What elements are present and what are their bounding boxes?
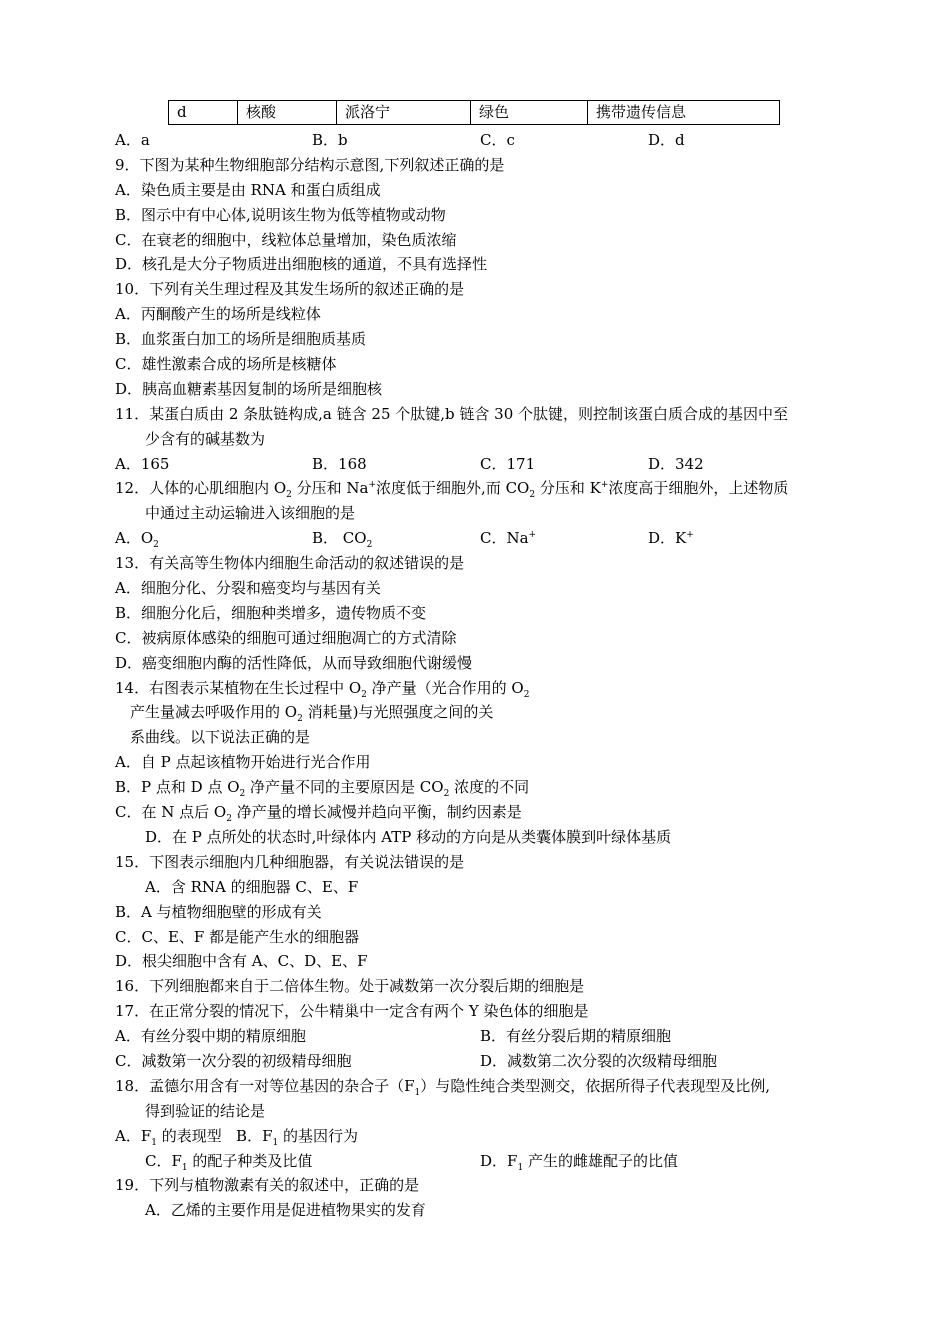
- text-line: A．染色质主要是由 RNA 和蛋白质组成: [115, 180, 381, 199]
- text-line: 9．下图为某种生物细胞部分结构示意图,下列叙述正确的是: [115, 155, 505, 174]
- answer-option: B．有丝分裂后期的精原细胞: [480, 1027, 672, 1046]
- table-cell: d: [169, 101, 238, 125]
- text-line: 系曲线。以下说法正确的是: [130, 728, 311, 747]
- text-line: 11．某蛋白质由 2 条肽链构成,a 链含 25 个肽键,b 链含 30 个肽键，则控制该蛋白质合成的基因中至: [115, 404, 789, 423]
- text-line: C．C、E、F 都是能产生水的细胞器: [115, 927, 360, 946]
- text-line: B．A 与植物细胞壁的形成有关: [115, 902, 322, 921]
- answer-option: A．165: [115, 454, 170, 473]
- answer-option: A．有丝分裂中期的精原细胞: [115, 1027, 306, 1046]
- text-line: D．在 P 点所处的状态时,叶绿体内 ATP 移动的方向是从类囊体膜到叶绿体基质: [145, 827, 672, 846]
- text-line: D．癌变细胞内酶的活性降低，从而导致细胞代谢缓慢: [115, 653, 473, 672]
- text-line: 13．有关高等生物体内细胞生命活动的叙述错误的是: [115, 554, 465, 573]
- text-line: 得到验证的结论是: [145, 1101, 266, 1120]
- text-line: B．P 点和 D 点 $O_2$ 净产量不同的主要原因是 $CO_2$ 浓度的不同: [115, 778, 530, 800]
- text-line: A．乙烯的主要作用是促进植物果实的发育: [145, 1201, 426, 1220]
- answer-option: C．Na+: [480, 529, 537, 548]
- text-line: 12．人体的心肌细胞内 $O_2$ 分压和 Na+浓度低于细胞外,而 $CO_2$ 分压和 K+浓度高于细胞外，上述物质: [115, 479, 789, 501]
- answer-option: B．b: [312, 131, 348, 149]
- answer-option: C．c: [480, 131, 515, 149]
- text-line: D．根尖细胞中含有 A、C、D、E、F: [115, 952, 368, 971]
- text-line: 15．下图表示细胞内几种细胞器，有关说法错误的是: [115, 852, 465, 871]
- table-row: [169, 101, 780, 125]
- answer-option: D．d: [648, 131, 685, 149]
- text-line: [115, 1024, 845, 1049]
- answer-option: D．减数第二次分裂的次级精母细胞: [480, 1051, 718, 1070]
- table-cell: 派洛宁: [337, 101, 471, 125]
- table-cell: 绿色: [471, 101, 588, 125]
- text-line: C．在衰老的细胞中，线粒体总量增加，染色质浓缩: [115, 230, 457, 249]
- answer-option: B．168: [312, 454, 367, 473]
- text-line: 少含有的碱基数为: [145, 429, 266, 448]
- answer-option: B． $CO_2$: [312, 529, 373, 551]
- table-cell: 携带遗传信息: [588, 101, 780, 125]
- text-line: 19．下列与植物激素有关的叙述中，正确的是: [115, 1176, 420, 1195]
- answer-option: A．a: [115, 131, 150, 149]
- text-line: A．细胞分化、分裂和癌变均与基因有关: [115, 579, 381, 598]
- text-line: 16．下列细胞都来自于二倍体生物。处于减数第一次分裂后期的细胞是: [115, 977, 585, 996]
- answer-option: C．$F_1$ 的配子种类及比值: [145, 1151, 313, 1173]
- answer-option: D．$F_1$ 产生的雌雄配子的比值: [480, 1151, 678, 1173]
- text-line: 10．下列有关生理过程及其发生场所的叙述正确的是: [115, 280, 465, 299]
- text-line: A．自 P 点起该植物开始进行光合作用: [115, 753, 371, 772]
- text-line: 14．右图表示某植物在生长过程中 $O_2$ 净产量（光合作用的 $O_2$: [115, 678, 530, 700]
- answer-option: A．$O_2$: [115, 529, 159, 551]
- text-line: D．核孔是大分子物质进出细胞核的通道，不具有选择性: [115, 255, 488, 274]
- answer-option: D．K+: [648, 529, 694, 548]
- text-line: 17．在正常分裂的情况下，公牛精巢中一定含有两个 Y 染色体的细胞是: [115, 1002, 589, 1021]
- text-line: A．$F_1$ 的表现型 B．$F_1$ 的基因行为: [115, 1126, 359, 1148]
- text-line: C．被病原体感染的细胞可通过细胞凋亡的方式清除: [115, 628, 457, 647]
- answer-option: D．342: [648, 454, 704, 473]
- text-line: 18．孟德尔用含有一对等位基因的杂合子$(F_1)$与隐性纯合类型测交，依据所得子代表现型及比例,: [115, 1076, 771, 1098]
- text-line: [115, 526, 845, 551]
- question-text: [115, 128, 845, 1223]
- text-line: B．细胞分化后，细胞种类增多，遗传物质不变: [115, 603, 427, 622]
- text-line: C．雄性激素合成的场所是核糖体: [115, 355, 337, 374]
- text-line: D．胰高血糖素基因复制的场所是细胞核: [115, 379, 383, 398]
- text-line: [115, 1049, 845, 1074]
- text-line: B．图示中有中心体,说明该生物为低等植物或动物: [115, 205, 446, 224]
- text-line: A．含 RNA 的细胞器 C、E、F: [145, 877, 359, 896]
- text-line: C．在 N 点后 $O_2$ 净产量的增长减慢并趋向平衡，制约因素是: [115, 803, 522, 825]
- answer-table: [168, 100, 780, 125]
- text-line: 产生量减去呼吸作用的 $O_2$ 消耗量)与光照强度之间的关: [130, 703, 494, 725]
- text-line: B．血浆蛋白加工的场所是细胞质基质: [115, 330, 367, 349]
- text-line: A．丙酮酸产生的场所是线粒体: [115, 305, 321, 324]
- text-line: [115, 1149, 845, 1174]
- answer-option: C．减数第一次分裂的初级精母细胞: [115, 1051, 352, 1070]
- text-line: [115, 452, 845, 477]
- answer-option: C．171: [480, 454, 536, 473]
- table-cell: 核酸: [238, 101, 337, 125]
- text-line: [115, 128, 845, 153]
- text-line: 中通过主动运输进入该细胞的是: [145, 504, 356, 523]
